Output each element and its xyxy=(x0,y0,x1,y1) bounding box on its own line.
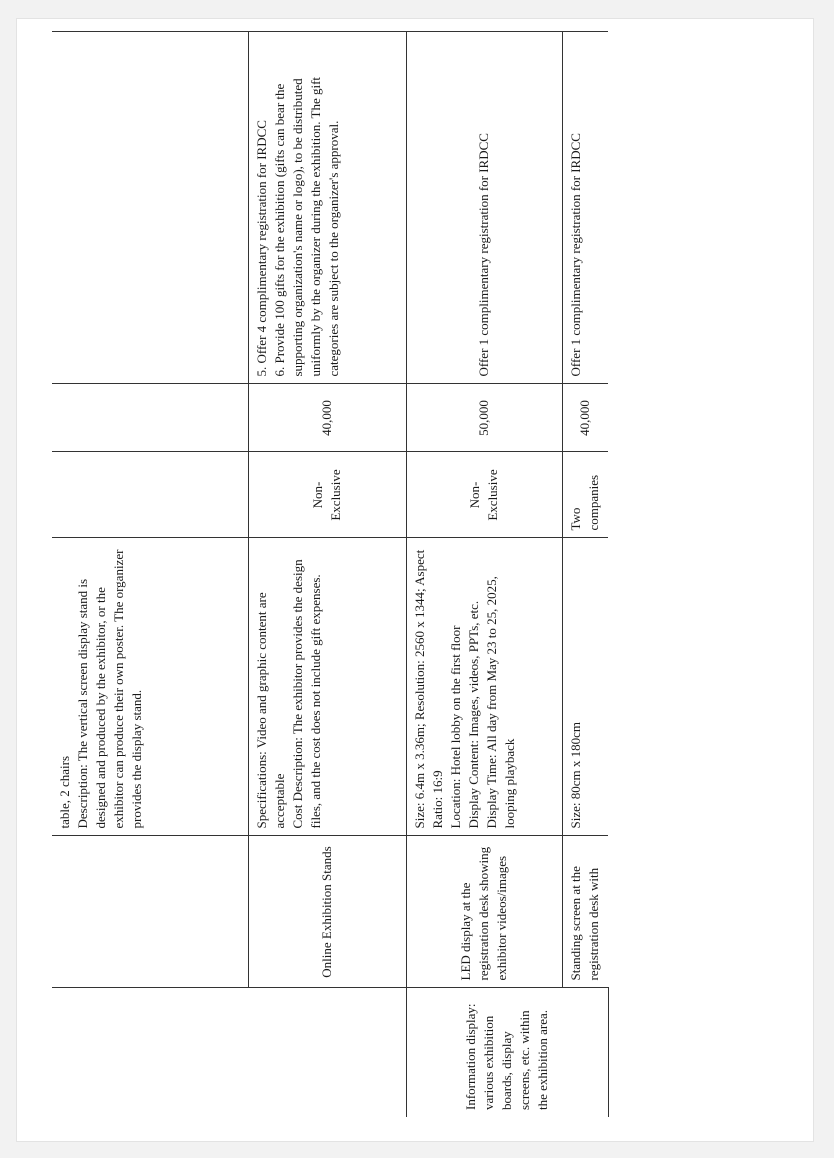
exclusivity-cell xyxy=(52,452,248,538)
price-cell: 40,000 xyxy=(248,384,406,452)
benefits-cell xyxy=(248,32,406,384)
detail-line: Location: Hotel lobby on the first floor xyxy=(447,625,463,829)
details-cell xyxy=(562,538,608,836)
item-cell: LED display at the registration desk showing exhibitor videos/images xyxy=(406,836,562,988)
details-cell xyxy=(248,538,406,836)
benefit-line: 6. Provide 100 gifts for the exhibition (gifts can bear the supporting organization's name or logo), to be distributed uniformly by the organizer during the exhibition. The gift categories are subject to the organizer's approval. xyxy=(271,76,341,377)
category-cell xyxy=(52,988,248,1117)
detail-line: table, 2 chairs xyxy=(57,755,72,829)
table-row xyxy=(406,32,562,1117)
details-cell xyxy=(406,538,562,836)
benefits-cell xyxy=(406,32,562,384)
price-cell xyxy=(52,384,248,452)
benefit-line: Offer 1 complimentary registration for IRDCC xyxy=(476,133,491,377)
sponsorship-table xyxy=(52,32,609,1118)
detail-line: Size: 80cm x 180cm xyxy=(567,721,583,829)
detail-line: Description: The vertical screen display stand is designed and produced by the exhibitor, or the exhibitor can produce their own poster. The organizer provides the display stand. xyxy=(75,549,144,829)
item-cell: Online Exhibition Stands xyxy=(248,836,406,988)
benefits-cell xyxy=(52,32,248,384)
price-cell: 40,000 xyxy=(562,384,608,452)
benefit-line: 5. Offer 4 complimentary registration for IRDCC xyxy=(253,120,269,377)
exclusivity-cell: Non-Exclusive xyxy=(248,452,406,538)
benefits-cell xyxy=(562,32,608,384)
detail-line: Display Time: All day from May 23 to 25, 2025, looping playback xyxy=(483,576,517,829)
benefit-line: Offer 1 complimentary registration for IRDCC xyxy=(567,133,583,377)
detail-line: Display Content: Images, videos, PPTs, etc. xyxy=(465,600,481,829)
detail-line: Size: 6.4m x 3.36m; Resolution: 2560 x 1344; Aspect Ratio: 16:9 xyxy=(411,549,445,829)
category-cell xyxy=(248,988,406,1117)
details-cell xyxy=(52,538,248,836)
detail-line: Specifications: Video and graphic content are acceptable xyxy=(253,592,287,829)
price-cell: 50,000 xyxy=(406,384,562,452)
table-row xyxy=(562,32,608,1117)
detail-line: Cost Description: The exhibitor provides the design files, and the cost does not include gift expenses. xyxy=(289,559,323,829)
table-row xyxy=(248,32,406,1117)
table-row xyxy=(52,32,248,1117)
item-cell xyxy=(52,836,248,988)
exclusivity-cell: Non-Exclusive xyxy=(406,452,562,538)
document-page xyxy=(16,18,814,1142)
item-cell: Standing screen at the registration desk with xyxy=(562,836,608,988)
exclusivity-cell: Two companies xyxy=(562,452,608,538)
category-cell: Information display: various exhibition boards, display screens, etc. within the exhibition area. xyxy=(406,988,608,1117)
